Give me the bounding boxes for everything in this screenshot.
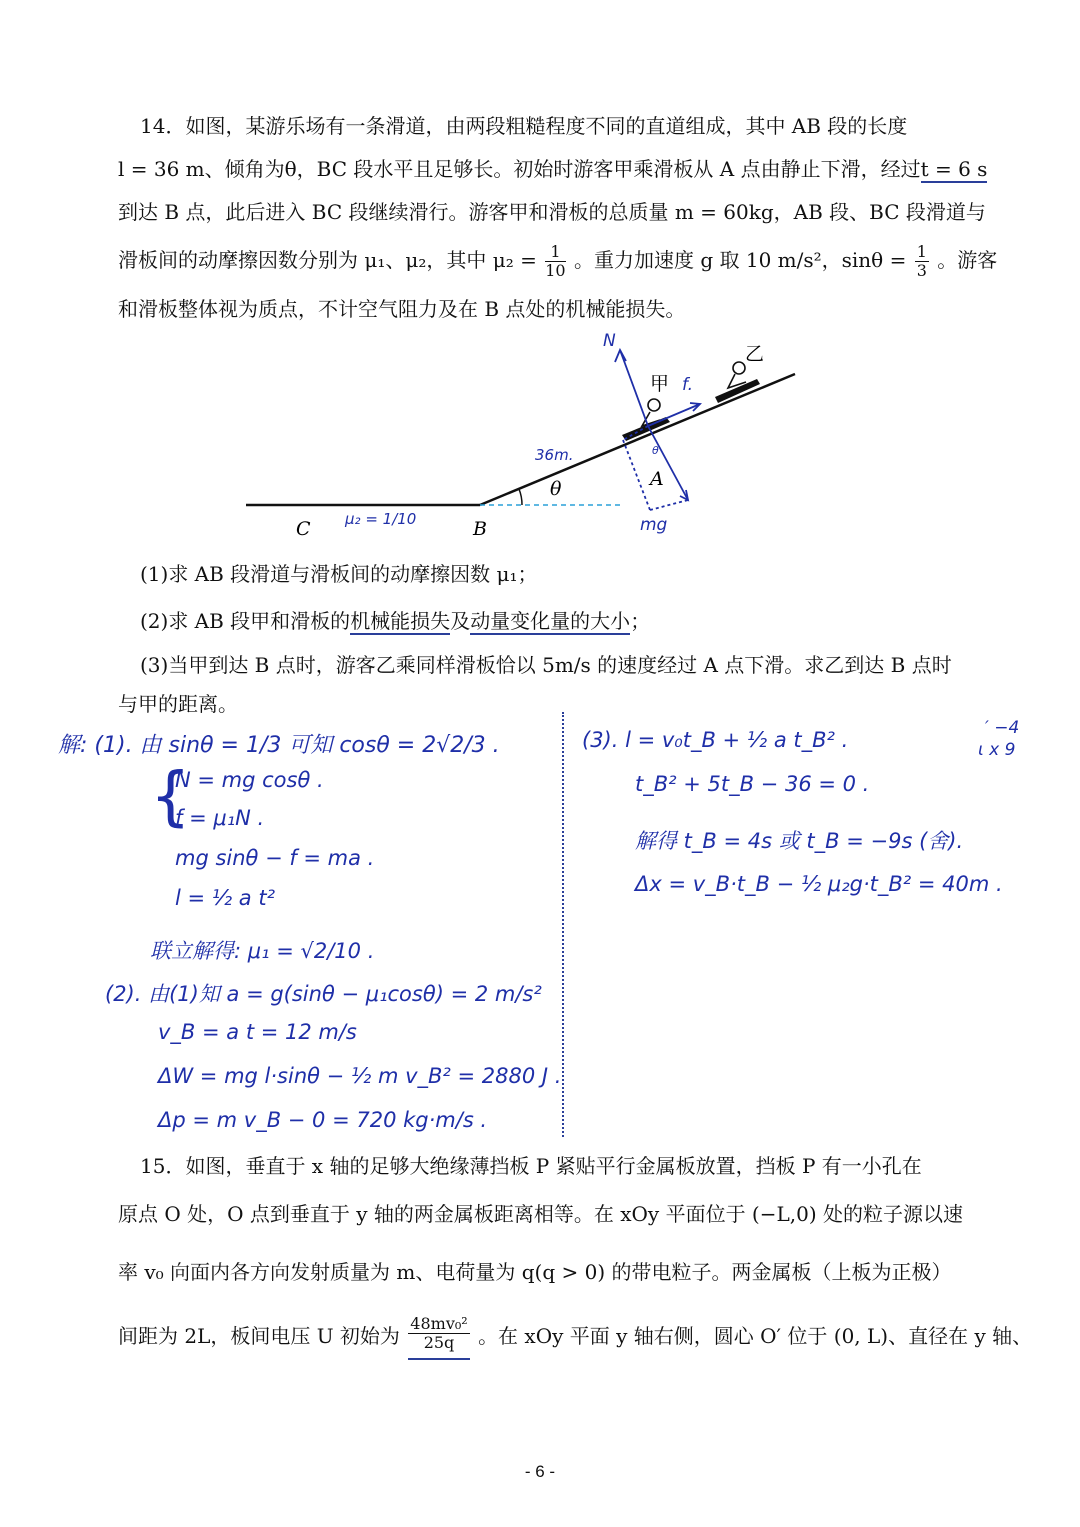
hw-corner-2: ι x 9 <box>978 740 1016 760</box>
hw-right-1: (3). l = v₀t_B + ½ a t_B² . <box>582 728 849 752</box>
frac-den: 25q <box>423 1333 455 1352</box>
mu2-handwritten-label: μ₂ = 1/10 <box>345 510 417 528</box>
voltage-fraction <box>408 1315 469 1360</box>
q14-line-2 <box>118 155 988 183</box>
hw-step-3: f = μ₁N . <box>175 806 265 830</box>
q15-line-4 <box>118 1314 1033 1360</box>
yi-label: 乙 <box>745 343 765 365</box>
q14-part-3-a: (3)当甲到达 B 点时，游客乙乘同样滑板恰以 5m/s 的速度经过 A 点下滑。求乙到达 B 点时 <box>140 653 952 677</box>
q15-line-2: 原点 O 处，O 点到垂直于 y 轴的两金属板距离相等。在 xOy 平面位于 (−L,0) 处的粒子源以速 <box>118 1202 964 1226</box>
friction-label: f. <box>682 375 694 395</box>
hw-right-4: Δx = v_B·t_B − ½ μ₂g·t_B² = 40m . <box>635 872 1003 896</box>
jia-label: 甲 <box>650 373 670 395</box>
frac-num: 1 <box>916 242 927 261</box>
normal-force-label: N <box>603 331 616 351</box>
q15-line-3: 率 v₀ 向面内各方向发射质量为 m、电荷量为 q(q > 0) 的带电粒子。两金属板（上板为正极） <box>118 1260 952 1284</box>
q14-line-4-c: 。游客 <box>937 248 998 272</box>
slope-diagram <box>230 330 810 550</box>
q14-line-4 <box>118 242 998 280</box>
q14-line-2-text: l = 36 m、倾角为θ，BC 段水平且足够长。初始时游客甲乘滑板从 A 点由静止下滑，经过 <box>118 157 921 181</box>
part2-text-e: ； <box>630 609 651 633</box>
part2-underlined-momentum: 动量变化量的大小 <box>470 609 631 633</box>
frac-den: 3 <box>916 261 927 280</box>
frac-den: 10 <box>545 261 566 280</box>
q15-line-1: 15．如图，垂直于 x 轴的足够大绝缘薄挡板 P 紧贴平行金属板放置，挡板 P 有一小孔在 <box>140 1154 922 1178</box>
small-theta-label: θ <box>652 444 659 457</box>
friction-arrow <box>648 404 700 426</box>
q14-part-3-b: 与甲的距离。 <box>118 692 238 716</box>
q15-line-4-b: 。在 xOy 平面 y 轴右侧，圆心 O′ 位于 (0, L)、直径在 y 轴、 <box>478 1324 1033 1348</box>
hw-step-7: (2). 由(1)知 a = g(sinθ − μ₁cosθ) = 2 m/s² <box>105 982 542 1006</box>
frac-num: 1 <box>545 243 565 262</box>
q14-line-1: 14．如图，某游乐场有一条滑道，由两段粗糙程度不同的直道组成，其中 AB 段的长度 <box>140 114 908 138</box>
hw-right-2: t_B² + 5t_B − 36 = 0 . <box>635 772 870 796</box>
hw-step-1: 解: (1). 由 sinθ = 1/3 可知 cosθ = 2√2/3 . <box>58 733 500 758</box>
part2-text-a: (2)求 AB 段甲和滑板的 <box>140 609 351 633</box>
gravity-label: mg <box>640 515 668 535</box>
point-a-label: A <box>650 468 664 490</box>
q14-line-4-b: 。重力加速度 g 取 10 m/s²，sinθ = <box>573 248 907 272</box>
ab-slope-line <box>480 374 795 505</box>
part2-text-c: 及 <box>450 609 471 633</box>
hw-brace: { <box>150 760 191 834</box>
part2-underlined-energy: 机械能损失 <box>350 609 451 633</box>
hw-step-10: Δp = m v_B − 0 = 720 kg·m/s . <box>158 1108 488 1132</box>
hw-step-4: mg sinθ − f = ma . <box>175 846 375 870</box>
normal-force-arrow <box>620 350 648 426</box>
hw-step-2: N = mg cosθ . <box>175 768 324 792</box>
point-c-label: C <box>296 518 311 540</box>
mu2-fraction <box>545 243 565 280</box>
sin-fraction <box>915 243 929 280</box>
frac-num: 48mv₀² <box>410 1314 468 1333</box>
q14-line-3: 到达 B 点，此后进入 BC 段继续滑行。游客甲和滑板的总质量 m = 60kg，AB 段、BC 段滑道与 <box>118 200 986 224</box>
theta-label: θ <box>550 478 562 500</box>
q14-line-4-a: 滑板间的动摩擦因数分别为 μ₁、μ₂，其中 μ₂ = <box>118 248 537 272</box>
point-b-label: B <box>473 518 487 540</box>
length-handwritten-label: 36m. <box>535 446 574 464</box>
hw-corner-1: ′ −4 <box>985 718 1020 738</box>
q15-line-4-a: 间距为 2L，板间电压 U 初始为 <box>118 1324 400 1348</box>
q14-line-5: 和滑板整体视为质点，不计空气阻力及在 B 点处的机械能损失。 <box>118 297 686 321</box>
hw-step-5: l = ½ a t² <box>175 886 276 910</box>
hw-step-9: ΔW = mg l·sinθ − ½ m v_B² = 2880 J . <box>158 1064 562 1088</box>
solution-divider <box>562 712 564 1137</box>
hw-step-8: v_B = a t = 12 m/s <box>158 1020 357 1044</box>
hw-right-3: 解得 t_B = 4s 或 t_B = −9s (舍). <box>635 829 964 853</box>
page-number: - 6 - <box>524 1462 556 1481</box>
theta-arc <box>519 489 522 505</box>
q14-part-2 <box>140 607 990 635</box>
q14-time-underlined: t = 6 s <box>920 157 988 181</box>
hw-step-6: 联立解得: μ₁ = √2/10 . <box>150 939 375 963</box>
q14-part-1: (1)求 AB 段滑道与滑板间的动摩擦因数 μ₁； <box>140 562 538 586</box>
